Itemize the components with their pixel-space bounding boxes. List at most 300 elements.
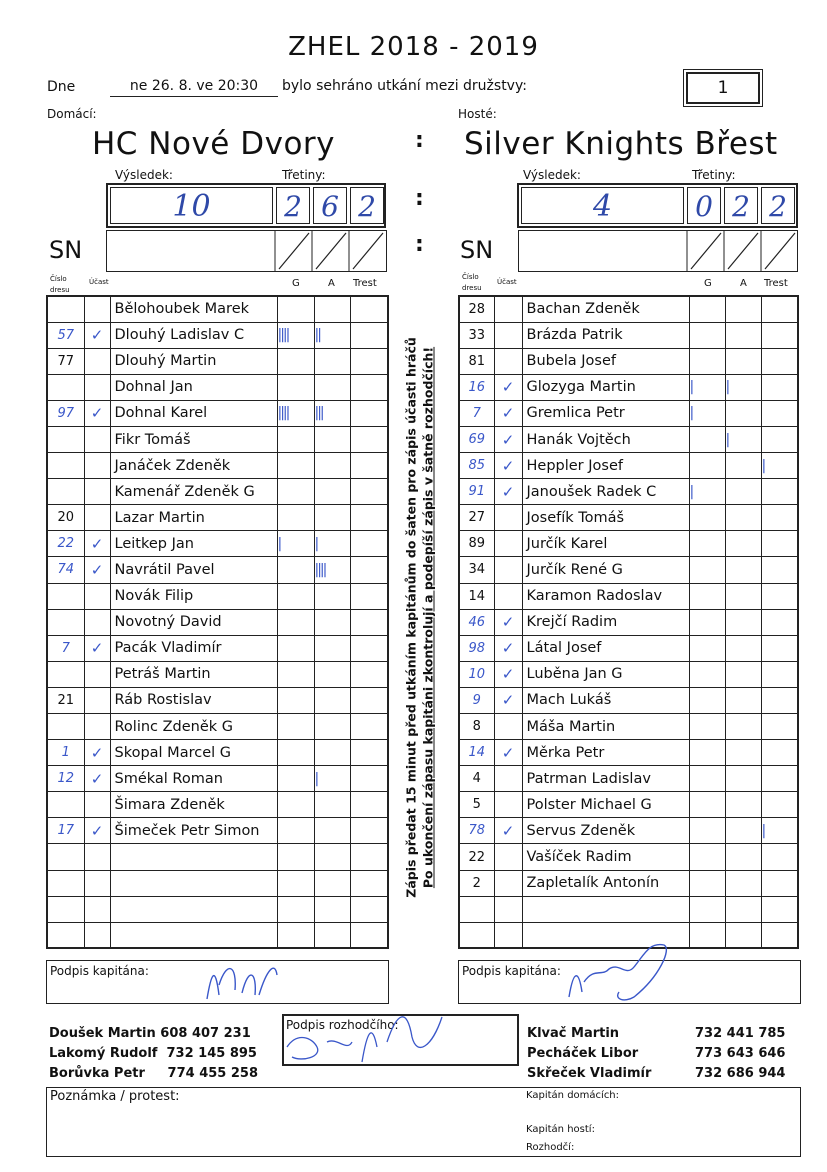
home-player-attendance[interactable] (84, 505, 110, 531)
guest-player-name[interactable]: Látal Josef (522, 635, 689, 661)
home-player-assists[interactable] (314, 426, 350, 452)
home-player-number[interactable]: 20 (47, 505, 84, 531)
home-player-number[interactable] (47, 479, 84, 505)
guest-player-attendance[interactable]: ✓ (494, 400, 522, 426)
home-player-penalty[interactable] (350, 453, 388, 479)
guest-player-number[interactable]: 22 (459, 844, 494, 870)
guest-player-number[interactable]: 5 (459, 792, 494, 818)
guest-player-number[interactable]: 34 (459, 557, 494, 583)
home-player-number[interactable]: 74 (47, 557, 84, 583)
home-player-goals[interactable] (277, 792, 314, 818)
guest-player-attendance[interactable]: ✓ (494, 453, 522, 479)
home-player-attendance[interactable]: ✓ (84, 531, 110, 557)
home-player-penalty[interactable] (350, 740, 388, 766)
guest-player-penalty[interactable] (761, 792, 798, 818)
guest-player-assists[interactable] (725, 557, 761, 583)
home-player-penalty[interactable] (350, 609, 388, 635)
guest-player-number[interactable]: 91 (459, 479, 494, 505)
home-player-attendance[interactable] (84, 348, 110, 374)
guest-player-penalty[interactable] (761, 583, 798, 609)
home-player-assists[interactable] (314, 583, 350, 609)
guest-player-name[interactable]: Bachan Zdeněk (522, 296, 689, 322)
home-player-goals[interactable] (277, 348, 314, 374)
guest-player-goals[interactable] (689, 740, 725, 766)
guest-player-attendance[interactable]: ✓ (494, 374, 522, 400)
home-player-attendance[interactable]: ✓ (84, 766, 110, 792)
home-player-assists[interactable] (314, 635, 350, 661)
home-player-goals[interactable] (277, 896, 314, 922)
guest-player-assists[interactable] (725, 479, 761, 505)
guest-player-penalty[interactable] (761, 348, 798, 374)
guest-player-attendance[interactable] (494, 583, 522, 609)
guest-player-name[interactable]: Janoušek Radek C (522, 479, 689, 505)
guest-player-assists[interactable] (725, 818, 761, 844)
home-player-penalty[interactable] (350, 400, 388, 426)
home-player-attendance[interactable]: ✓ (84, 557, 110, 583)
guest-player-assists[interactable] (725, 505, 761, 531)
guest-player-penalty[interactable] (761, 714, 798, 740)
home-player-penalty[interactable] (350, 557, 388, 583)
guest-player-attendance[interactable] (494, 714, 522, 740)
guest-score-box[interactable] (521, 187, 684, 224)
guest-player-number[interactable]: 81 (459, 348, 494, 374)
guest-player-name[interactable]: Luběna Jan G (522, 661, 689, 687)
home-player-number[interactable] (47, 426, 84, 452)
home-player-goals[interactable] (277, 453, 314, 479)
guest-sn-box[interactable] (518, 230, 798, 272)
home-player-goals[interactable] (277, 687, 314, 713)
guest-player-attendance[interactable] (494, 322, 522, 348)
guest-player-penalty[interactable] (761, 870, 798, 896)
guest-player-goals[interactable] (689, 714, 725, 740)
home-player-goals[interactable] (277, 557, 314, 583)
guest-player-penalty[interactable] (761, 296, 798, 322)
guest-player-number[interactable]: 89 (459, 531, 494, 557)
home-player-attendance[interactable] (84, 479, 110, 505)
home-player-goals[interactable] (277, 818, 314, 844)
guest-player-number[interactable]: 4 (459, 766, 494, 792)
home-player-number[interactable] (47, 792, 84, 818)
home-player-name[interactable]: Smékal Roman (110, 766, 277, 792)
guest-player-assists[interactable]: | (725, 374, 761, 400)
home-player-number[interactable]: 22 (47, 531, 84, 557)
home-player-attendance[interactable] (84, 844, 110, 870)
guest-player-goals[interactable] (689, 687, 725, 713)
guest-player-attendance[interactable] (494, 531, 522, 557)
home-player-goals[interactable] (277, 374, 314, 400)
home-player-name[interactable]: Ráb Rostislav (110, 687, 277, 713)
home-player-name[interactable]: Petráš Martin (110, 661, 277, 687)
home-player-assists[interactable] (314, 792, 350, 818)
home-player-name[interactable]: Navrátil Pavel (110, 557, 277, 583)
home-player-penalty[interactable] (350, 844, 388, 870)
home-player-attendance[interactable]: ✓ (84, 740, 110, 766)
home-player-assists[interactable]: ||| (314, 400, 350, 426)
guest-player-assists[interactable] (725, 583, 761, 609)
guest-player-goals[interactable] (689, 322, 725, 348)
guest-player-name[interactable]: Vašíček Radim (522, 844, 689, 870)
home-player-goals[interactable] (277, 714, 314, 740)
guest-player-name[interactable]: Zapletalík Antonín (522, 870, 689, 896)
guest-player-goals[interactable] (689, 583, 725, 609)
home-player-attendance[interactable] (84, 426, 110, 452)
home-player-assists[interactable] (314, 870, 350, 896)
guest-player-name[interactable]: Jurčík Karel (522, 531, 689, 557)
guest-player-goals[interactable]: | (689, 479, 725, 505)
home-player-goals[interactable] (277, 583, 314, 609)
guest-player-penalty[interactable] (761, 766, 798, 792)
guest-player-penalty[interactable] (761, 687, 798, 713)
guest-player-attendance[interactable] (494, 844, 522, 870)
guest-player-goals[interactable] (689, 766, 725, 792)
guest-player-assists[interactable] (725, 687, 761, 713)
guest-player-number[interactable]: 7 (459, 400, 494, 426)
home-player-goals[interactable]: |||| (277, 322, 314, 348)
home-player-attendance[interactable]: ✓ (84, 635, 110, 661)
guest-player-goals[interactable] (689, 609, 725, 635)
guest-player-attendance[interactable] (494, 792, 522, 818)
guest-player-number[interactable]: 46 (459, 609, 494, 635)
home-player-name[interactable]: Skopal Marcel G (110, 740, 277, 766)
home-player-penalty[interactable] (350, 714, 388, 740)
guest-player-name[interactable]: Servus Zdeněk (522, 818, 689, 844)
guest-player-penalty[interactable] (761, 479, 798, 505)
guest-player-number[interactable] (459, 922, 494, 948)
home-player-attendance[interactable]: ✓ (84, 818, 110, 844)
home-player-name[interactable]: Dlouhý Martin (110, 348, 277, 374)
home-player-attendance[interactable] (84, 870, 110, 896)
guest-player-name[interactable]: Měrka Petr (522, 740, 689, 766)
home-player-attendance[interactable] (84, 922, 110, 948)
home-player-penalty[interactable] (350, 505, 388, 531)
guest-player-name[interactable]: Bubela Josef (522, 348, 689, 374)
home-period-3-box[interactable] (350, 187, 384, 224)
guest-player-assists[interactable] (725, 635, 761, 661)
home-period-1-box[interactable] (276, 187, 310, 224)
guest-player-penalty[interactable] (761, 609, 798, 635)
home-player-assists[interactable] (314, 453, 350, 479)
guest-player-name[interactable]: Krejčí Radim (522, 609, 689, 635)
home-player-goals[interactable] (277, 479, 314, 505)
guest-player-goals[interactable] (689, 870, 725, 896)
guest-player-penalty[interactable] (761, 661, 798, 687)
home-player-attendance[interactable] (84, 714, 110, 740)
home-player-assists[interactable] (314, 296, 350, 322)
guest-player-name[interactable]: Patrman Ladislav (522, 766, 689, 792)
guest-player-number[interactable]: 28 (459, 296, 494, 322)
guest-player-penalty[interactable] (761, 531, 798, 557)
date-field[interactable]: ne 26. 8. ve 20:30 (110, 78, 278, 97)
guest-player-assists[interactable] (725, 296, 761, 322)
guest-player-number[interactable]: 16 (459, 374, 494, 400)
home-player-penalty[interactable] (350, 792, 388, 818)
guest-player-number[interactable]: 8 (459, 714, 494, 740)
guest-player-penalty[interactable] (761, 322, 798, 348)
guest-player-name[interactable]: Jurčík René G (522, 557, 689, 583)
home-player-number[interactable]: 17 (47, 818, 84, 844)
guest-player-goals[interactable] (689, 296, 725, 322)
guest-player-goals[interactable] (689, 426, 725, 452)
guest-player-goals[interactable] (689, 557, 725, 583)
home-player-name[interactable]: Fikr Tomáš (110, 426, 277, 452)
home-player-goals[interactable] (277, 609, 314, 635)
guest-player-assists[interactable] (725, 453, 761, 479)
home-player-name[interactable] (110, 896, 277, 922)
home-player-attendance[interactable] (84, 296, 110, 322)
guest-player-assists[interactable] (725, 740, 761, 766)
guest-player-attendance[interactable]: ✓ (494, 635, 522, 661)
guest-period-1-box[interactable] (687, 187, 721, 224)
guest-player-goals[interactable]: | (689, 374, 725, 400)
home-player-number[interactable] (47, 714, 84, 740)
guest-player-attendance[interactable]: ✓ (494, 661, 522, 687)
home-period-2-box[interactable] (313, 187, 347, 224)
guest-player-name[interactable]: Hanák Vojtěch (522, 426, 689, 452)
home-player-goals[interactable] (277, 922, 314, 948)
home-player-goals[interactable] (277, 426, 314, 452)
guest-period-3-box[interactable] (761, 187, 795, 224)
guest-player-name[interactable] (522, 896, 689, 922)
home-player-number[interactable]: 7 (47, 635, 84, 661)
guest-player-attendance[interactable] (494, 896, 522, 922)
guest-player-number[interactable]: 78 (459, 818, 494, 844)
home-player-assists[interactable]: | (314, 531, 350, 557)
guest-player-name[interactable]: Brázda Patrik (522, 322, 689, 348)
guest-player-attendance[interactable]: ✓ (494, 609, 522, 635)
home-player-penalty[interactable] (350, 766, 388, 792)
guest-player-number[interactable]: 33 (459, 322, 494, 348)
guest-player-attendance[interactable] (494, 505, 522, 531)
home-captain-signature-box[interactable] (46, 960, 389, 1004)
home-score-box[interactable] (110, 187, 273, 224)
home-player-goals[interactable] (277, 870, 314, 896)
guest-player-assists[interactable] (725, 322, 761, 348)
home-player-penalty[interactable] (350, 687, 388, 713)
match-number-box[interactable]: 1 (686, 72, 760, 104)
guest-player-number[interactable]: 69 (459, 426, 494, 452)
home-player-assists[interactable] (314, 609, 350, 635)
home-player-attendance[interactable] (84, 453, 110, 479)
guest-player-name[interactable]: Karamon Radoslav (522, 583, 689, 609)
home-player-assists[interactable] (314, 740, 350, 766)
guest-player-goals[interactable] (689, 505, 725, 531)
guest-player-goals[interactable] (689, 896, 725, 922)
guest-player-assists[interactable]: | (725, 426, 761, 452)
guest-player-name[interactable]: Josefík Tomáš (522, 505, 689, 531)
guest-period-2-box[interactable] (724, 187, 758, 224)
guest-player-penalty[interactable] (761, 374, 798, 400)
home-player-name[interactable]: Kamenář Zdeněk G (110, 479, 277, 505)
home-player-name[interactable]: Novák Filip (110, 583, 277, 609)
guest-player-number[interactable]: 10 (459, 661, 494, 687)
home-player-assists[interactable] (314, 348, 350, 374)
guest-player-goals[interactable] (689, 453, 725, 479)
home-player-penalty[interactable] (350, 870, 388, 896)
home-player-number[interactable]: 12 (47, 766, 84, 792)
guest-player-attendance[interactable] (494, 348, 522, 374)
guest-player-goals[interactable] (689, 661, 725, 687)
home-player-penalty[interactable] (350, 818, 388, 844)
home-player-name[interactable]: Leitkep Jan (110, 531, 277, 557)
home-player-penalty[interactable] (350, 322, 388, 348)
guest-player-number[interactable]: 98 (459, 635, 494, 661)
home-player-name[interactable]: Dohnal Karel (110, 400, 277, 426)
home-player-goals[interactable] (277, 661, 314, 687)
guest-player-penalty[interactable] (761, 896, 798, 922)
home-player-goals[interactable] (277, 635, 314, 661)
guest-player-penalty[interactable] (761, 557, 798, 583)
home-sn-box[interactable] (106, 230, 387, 272)
guest-player-goals[interactable] (689, 922, 725, 948)
home-player-name[interactable]: Šimara Zdeněk (110, 792, 277, 818)
home-player-goals[interactable] (277, 505, 314, 531)
home-player-attendance[interactable] (84, 792, 110, 818)
home-player-number[interactable]: 1 (47, 740, 84, 766)
guest-player-penalty[interactable] (761, 922, 798, 948)
guest-player-attendance[interactable]: ✓ (494, 687, 522, 713)
home-player-attendance[interactable] (84, 609, 110, 635)
guest-player-number[interactable] (459, 896, 494, 922)
guest-player-name[interactable]: Heppler Josef (522, 453, 689, 479)
guest-player-number[interactable]: 9 (459, 687, 494, 713)
home-player-attendance[interactable] (84, 374, 110, 400)
guest-player-name[interactable]: Máša Martin (522, 714, 689, 740)
home-player-name[interactable]: Bělohoubek Marek (110, 296, 277, 322)
home-player-name[interactable]: Dlouhý Ladislav C (110, 322, 277, 348)
guest-player-penalty[interactable] (761, 844, 798, 870)
guest-player-penalty[interactable] (761, 635, 798, 661)
guest-player-penalty[interactable] (761, 740, 798, 766)
guest-player-number[interactable]: 27 (459, 505, 494, 531)
guest-player-goals[interactable] (689, 818, 725, 844)
home-player-number[interactable] (47, 609, 84, 635)
guest-player-attendance[interactable]: ✓ (494, 426, 522, 452)
home-player-number[interactable] (47, 844, 84, 870)
home-player-penalty[interactable] (350, 922, 388, 948)
guest-player-name[interactable]: Gremlica Petr (522, 400, 689, 426)
guest-player-number[interactable]: 14 (459, 740, 494, 766)
notes-box[interactable] (46, 1087, 801, 1157)
home-player-name[interactable]: Šimeček Petr Simon (110, 818, 277, 844)
guest-player-penalty[interactable]: | (761, 453, 798, 479)
home-player-goals[interactable]: | (277, 531, 314, 557)
guest-player-penalty[interactable] (761, 505, 798, 531)
home-player-attendance[interactable]: ✓ (84, 400, 110, 426)
home-player-name[interactable]: Dohnal Jan (110, 374, 277, 400)
guest-player-attendance[interactable] (494, 557, 522, 583)
home-player-penalty[interactable] (350, 531, 388, 557)
guest-player-number[interactable]: 14 (459, 583, 494, 609)
home-player-penalty[interactable] (350, 635, 388, 661)
guest-player-name[interactable]: Glozyga Martin (522, 374, 689, 400)
guest-player-assists[interactable] (725, 766, 761, 792)
home-player-number[interactable]: 97 (47, 400, 84, 426)
guest-player-assists[interactable] (725, 896, 761, 922)
home-player-assists[interactable] (314, 505, 350, 531)
home-player-number[interactable] (47, 870, 84, 896)
guest-player-name[interactable]: Polster Michael G (522, 792, 689, 818)
home-player-number[interactable]: 77 (47, 348, 84, 374)
guest-player-assists[interactable] (725, 714, 761, 740)
home-player-number[interactable] (47, 922, 84, 948)
home-player-number[interactable] (47, 661, 84, 687)
guest-player-assists[interactable] (725, 844, 761, 870)
home-player-assists[interactable] (314, 818, 350, 844)
guest-player-goals[interactable] (689, 531, 725, 557)
guest-player-assists[interactable] (725, 922, 761, 948)
guest-player-attendance[interactable]: ✓ (494, 740, 522, 766)
home-player-penalty[interactable] (350, 374, 388, 400)
home-player-number[interactable] (47, 296, 84, 322)
guest-player-goals[interactable] (689, 348, 725, 374)
home-player-name[interactable]: Janáček Zdeněk (110, 453, 277, 479)
guest-player-attendance[interactable] (494, 766, 522, 792)
guest-captain-signature-box[interactable] (458, 960, 801, 1004)
home-player-goals[interactable] (277, 766, 314, 792)
guest-player-penalty[interactable]: | (761, 818, 798, 844)
guest-player-assists[interactable] (725, 348, 761, 374)
home-player-name[interactable] (110, 870, 277, 896)
home-player-number[interactable]: 57 (47, 322, 84, 348)
home-player-number[interactable] (47, 453, 84, 479)
guest-player-goals[interactable]: | (689, 400, 725, 426)
home-player-penalty[interactable] (350, 661, 388, 687)
guest-player-penalty[interactable] (761, 400, 798, 426)
guest-player-number[interactable]: 85 (459, 453, 494, 479)
guest-player-assists[interactable] (725, 531, 761, 557)
home-player-attendance[interactable] (84, 896, 110, 922)
home-player-penalty[interactable] (350, 896, 388, 922)
home-player-penalty[interactable] (350, 479, 388, 505)
home-player-assists[interactable] (314, 374, 350, 400)
home-player-number[interactable] (47, 583, 84, 609)
home-player-attendance[interactable]: ✓ (84, 322, 110, 348)
home-player-goals[interactable] (277, 844, 314, 870)
home-player-goals[interactable] (277, 296, 314, 322)
home-player-penalty[interactable] (350, 348, 388, 374)
guest-player-assists[interactable] (725, 870, 761, 896)
guest-player-name[interactable]: Mach Lukáš (522, 687, 689, 713)
home-player-assists[interactable] (314, 661, 350, 687)
guest-player-attendance[interactable] (494, 870, 522, 896)
home-player-name[interactable]: Novotný David (110, 609, 277, 635)
home-player-name[interactable] (110, 844, 277, 870)
home-player-number[interactable] (47, 896, 84, 922)
home-player-name[interactable]: Rolinc Zdeněk G (110, 714, 277, 740)
home-player-attendance[interactable] (84, 687, 110, 713)
guest-player-assists[interactable] (725, 792, 761, 818)
home-player-penalty[interactable] (350, 296, 388, 322)
home-player-penalty[interactable] (350, 583, 388, 609)
home-player-assists[interactable]: | (314, 766, 350, 792)
guest-player-goals[interactable] (689, 635, 725, 661)
guest-player-assists[interactable] (725, 661, 761, 687)
home-player-assists[interactable] (314, 687, 350, 713)
home-player-assists[interactable] (314, 479, 350, 505)
guest-player-attendance[interactable] (494, 296, 522, 322)
guest-player-attendance[interactable]: ✓ (494, 479, 522, 505)
home-player-goals[interactable]: |||| (277, 400, 314, 426)
home-player-assists[interactable]: || (314, 322, 350, 348)
guest-player-penalty[interactable] (761, 426, 798, 452)
guest-player-goals[interactable] (689, 844, 725, 870)
home-player-assists[interactable] (314, 896, 350, 922)
guest-player-assists[interactable] (725, 609, 761, 635)
home-player-name[interactable]: Pacák Vladimír (110, 635, 277, 661)
home-player-assists[interactable] (314, 922, 350, 948)
home-player-attendance[interactable] (84, 661, 110, 687)
home-player-name[interactable] (110, 922, 277, 948)
